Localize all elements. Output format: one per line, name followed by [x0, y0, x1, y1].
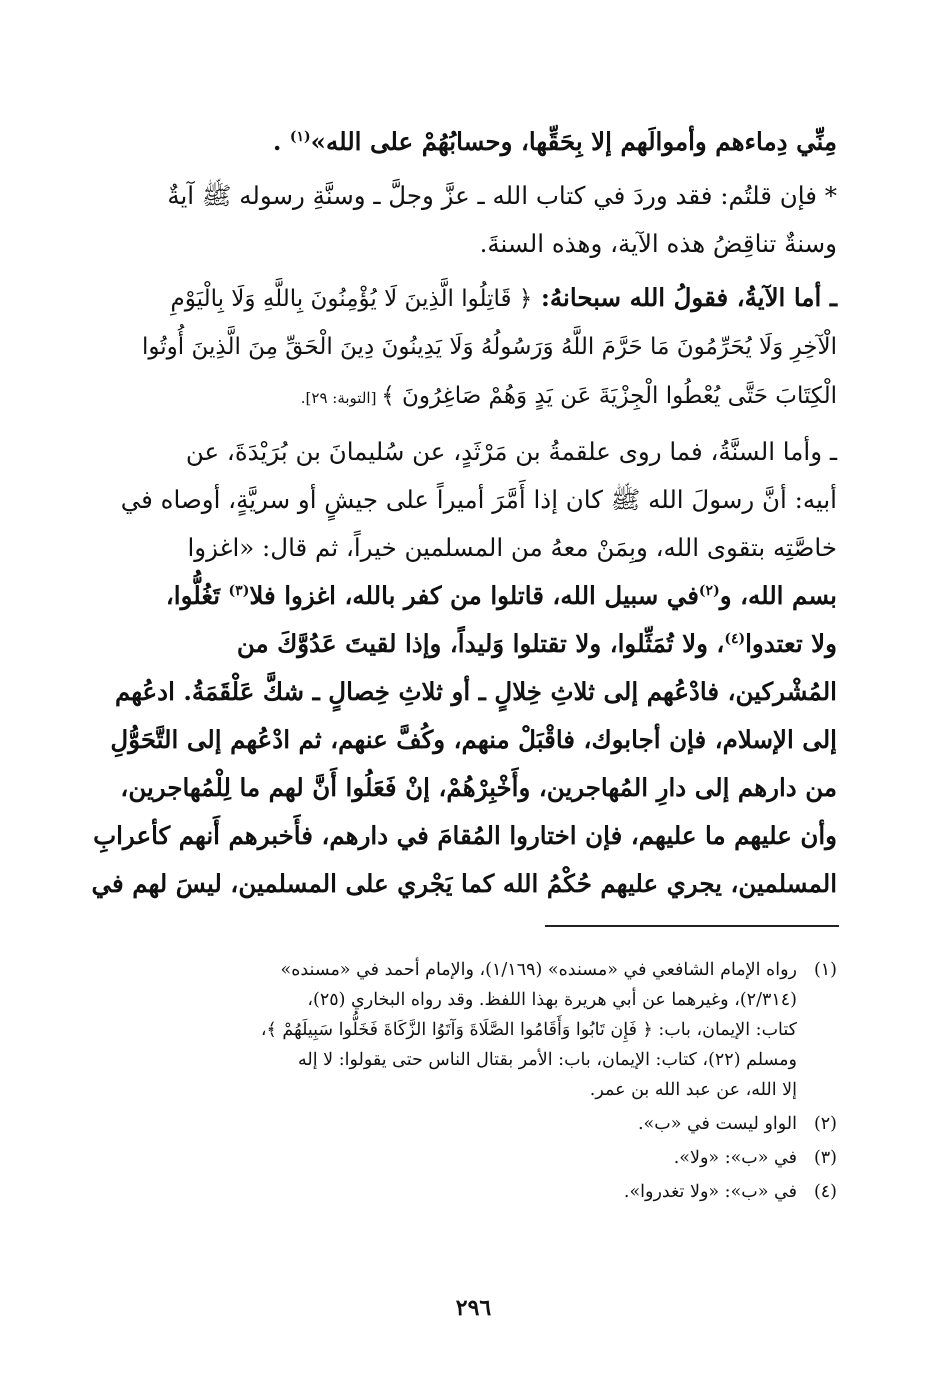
text-span: من دارهم إلى دارِ المُهاجرين، وأَخْبِرْهُمْ، إنْ فَعَلُوا أَنَّ لهم ما لِلْمُهاجرين،: [120, 773, 837, 802]
text-line: [110, 716, 837, 764]
footnote: [120, 955, 837, 1105]
text-line: [120, 172, 837, 220]
text-span: بسم الله، و: [719, 581, 837, 610]
footnote-number: (٣): [813, 1148, 837, 1168]
text-span: إلى الإسلام، فإن أجابوك، فاقْبَلْ منهم، وكُفَّ عنهم، ثم ادْعُهم إلى التَّحَوُّلِ: [110, 725, 837, 754]
text-span: ـ وأما السنَّةُ، فما روى علقمةُ بن مَرْثَدٍ، عن سُليمانَ بن بُرَيْدَةَ، عن: [185, 437, 837, 466]
text-line: [120, 620, 837, 668]
text-line: [91, 860, 837, 908]
footnote-marker: (٢): [698, 582, 720, 599]
text-line: [120, 764, 837, 812]
footnote-line: في «ب»: «ولا تغدروا».: [623, 1182, 797, 1202]
text-span: ـ أما الآيةُ، فقولُ الله سبحانهُ:: [532, 283, 837, 312]
footnote: [120, 1143, 837, 1173]
footnote-line: ومسلم (٢٢)، كتاب: الإيمان، باب: الأمر بقتال الناس حتى يقولوا: لا إله: [298, 1050, 797, 1070]
text-line: [120, 428, 837, 476]
footnote-line: كتاب: الإيمان، باب: ﴿ فَإِن تَابُوا وَأَقَامُوا الصَّلَاةَ وَآتَوُا الزَّكَاةَ فَخَلُّوا سَبِيلَهُمْ ﴾،: [260, 1020, 797, 1040]
text-line: [120, 572, 837, 620]
quran-verse: ﴿ قَاتِلُوا الَّذِينَ لَا يُؤْمِنُونَ بِاللَّهِ وَلَا بِالْيَوْمِ: [170, 286, 533, 312]
text-span: المُشْركين، فادْعُهم إلى ثلاثِ خِلالٍ ـ أو ثلاثِ خِصالٍ ـ شكَّ عَلْقَمَةُ. ادعُهم: [114, 677, 837, 706]
text-span: تَغُلُّوا،: [165, 581, 229, 610]
page-number: ٢٩٦: [455, 1295, 492, 1321]
text-span: ولا تعتدوا: [745, 629, 837, 658]
verse-reference: [التوبة: ٢٩].: [300, 389, 382, 407]
footnote-divider: [545, 925, 839, 927]
footnote-line: في «ب»: «ولا».: [673, 1148, 797, 1168]
text-line: [120, 371, 837, 422]
footnote-line: (٢/٣١٤)، وغيرهما عن أبي هريرة بهذا اللفظ. وقد رواه البخاري (٢٥)،: [307, 990, 797, 1010]
footnote-marker: (٤): [724, 630, 746, 647]
main-text: [91, 118, 837, 908]
text-span: وأن عليهم ما عليهم، فإن اختاروا المُقامَ في دارهم، فأَخبرهم أَنهم كأعرابِ: [93, 821, 837, 850]
text-line: [120, 220, 837, 268]
text-span: أبيه: أنَّ رسولَ الله ﷺ كان إذا أَمَّرَ أميراً على جيشٍ أو سريَّةٍ، أوصاه في: [120, 485, 837, 514]
footnotes: [120, 955, 837, 1211]
footnote-line: إلا الله، عن عبد الله بن عمر.: [589, 1080, 797, 1100]
footnote-number: (٢): [813, 1114, 837, 1134]
footnote: [120, 1177, 837, 1207]
footnote-number: (٤): [813, 1182, 837, 1202]
text-span: في سبيل الله، قاتلوا من كفر بالله، اغزوا فلا: [249, 581, 699, 610]
text-span: وسنةٌ تناقِضُ هذه الآية، وهذه السنةَ.: [479, 229, 837, 258]
text-span: ، ولا تُمَثِّلوا، ولا تقتلوا وَليداً، وإذا لقيتَ عَدُوَّكَ من: [236, 629, 725, 658]
quran-verse: الْكِتَابَ حَتَّى يُعْطُوا الْجِزْيَةَ عَن يَدٍ وَهُمْ صَاغِرُونَ ﴾: [381, 383, 837, 409]
text-line: [114, 668, 837, 716]
text-line: [120, 274, 837, 323]
footnote-line: رواه الإمام الشافعي في «مسنده» (١/١٦٩)، والإمام أحمد في «مسنده»: [280, 960, 797, 980]
text-span: مِنِّي دِماءهم وأموالَهم إلا بِحَقِّها، وحسابُهُمْ على الله»: [310, 127, 837, 156]
footnote-marker: (٣): [228, 582, 250, 599]
text-span: الْآخِرِ وَلَا يُحَرِّمُونَ مَا حَرَّمَ اللَّهُ وَرَسُولُهُ وَلَا يَدِينُونَ دِينَ الْحَقِّ مِنَ الَّذِينَ أُوتُوا: [141, 334, 837, 360]
footnote-number: (١): [813, 960, 837, 980]
text-span: * فإن قلتُم: فقد وردَ في كتاب الله ـ عزَّ وجلَّ ـ وسنَّةِ رسوله ﷺ آيةٌ: [167, 181, 837, 210]
text-span: خاصَّتِه بتقوى الله، وبِمَنْ معهُ من المسلمين خيراً، ثم قال: «اغزوا: [187, 533, 837, 562]
text-line: مِنِّي دِماءهم وأموالَهم إلا بِحَقِّها، وحسابُهُمْ على الله»$^{(١)}$ .: [272, 127, 837, 156]
text-line: [93, 812, 837, 860]
footnote-line: الواو ليست في «ب».: [637, 1114, 797, 1134]
text-span: المسلمين، يجري عليهم حُكْمُ الله كما يَجْري على المسلمين، ليسَ لهم في: [91, 869, 837, 898]
quran-verse: [120, 323, 837, 371]
footnote: [120, 1109, 837, 1139]
text-line: [120, 476, 837, 524]
footnote-marker: (١): [289, 128, 311, 145]
text-line: [120, 524, 837, 572]
